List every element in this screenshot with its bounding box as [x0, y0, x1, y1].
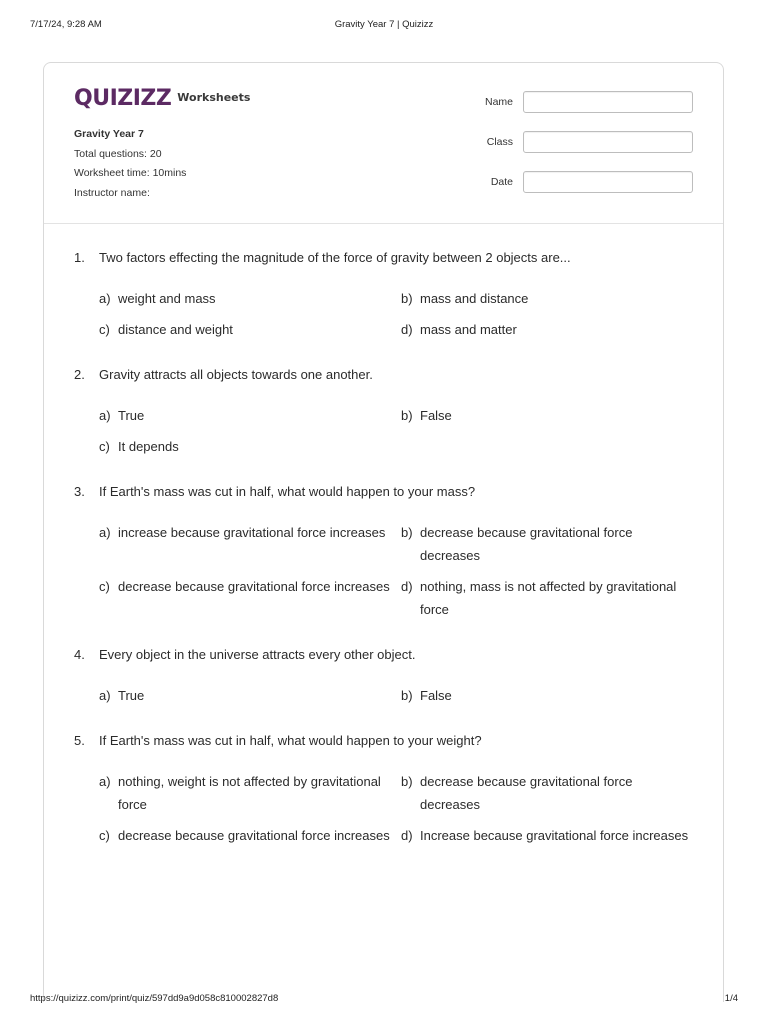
question-number: 1. [74, 250, 85, 265]
question-number: 4. [74, 647, 85, 662]
option-text: It depends [118, 439, 179, 454]
page-number: 1/4 [724, 993, 738, 1004]
class-field-row [473, 131, 693, 155]
question-list [74, 249, 693, 872]
question-2 [74, 366, 693, 458]
answer-option [99, 521, 401, 567]
option-text: True [118, 688, 145, 703]
option-letter: c) [99, 322, 110, 337]
name-field-row [473, 91, 693, 115]
answer-options [74, 770, 693, 847]
option-text: False [420, 688, 452, 703]
worksheet [43, 62, 724, 1002]
answer-option [401, 404, 693, 427]
class-label: Class [486, 136, 513, 148]
name-label: Name [484, 96, 513, 108]
answer-option [99, 287, 401, 310]
total-questions: Total questions: 20 [74, 147, 162, 160]
answer-option [99, 318, 401, 341]
option-text: mass and matter [420, 322, 517, 337]
answer-option [99, 435, 401, 458]
option-text: True [118, 408, 145, 423]
option-text: distance and weight [118, 322, 233, 337]
date-label: Date [490, 176, 513, 188]
question-1 [74, 249, 693, 341]
option-letter: a) [99, 525, 111, 540]
worksheet-title: Gravity Year 7 [74, 128, 144, 140]
option-letter: c) [99, 439, 110, 454]
instructor-name: Instructor name: [74, 186, 150, 199]
option-text: weight and mass [118, 291, 216, 306]
question-number: 3. [74, 484, 85, 499]
print-url[interactable]: https://quizizz.com/print/quiz/597dd9a9d058c810002827d8 [30, 993, 279, 1004]
answer-option [401, 824, 693, 847]
question-number: 5. [74, 733, 85, 748]
worksheet-header [44, 63, 723, 224]
worksheet-time: Worksheet time: 10mins [74, 167, 187, 179]
answer-option [99, 770, 401, 816]
print-page-title: Gravity Year 7 | Quizizz [334, 19, 434, 30]
option-letter: d) [401, 579, 413, 594]
option-text: False [420, 408, 452, 423]
option-letter: c) [99, 579, 110, 594]
answer-option [401, 575, 693, 621]
question-prompt: Every object in the universe attracts every other object. [99, 647, 416, 662]
answer-option [401, 318, 693, 341]
question-4 [74, 646, 693, 707]
print-header [30, 19, 738, 33]
option-letter: b) [401, 688, 413, 703]
logo-wordmark: QUIZIZZ [74, 85, 172, 111]
question-5 [74, 732, 693, 847]
answer-option [99, 575, 401, 621]
option-letter: d) [401, 322, 413, 337]
class-field[interactable] [523, 131, 693, 153]
option-letter: b) [401, 525, 413, 540]
answer-options [74, 404, 693, 458]
answer-option [401, 521, 693, 567]
option-letter: a) [99, 774, 111, 789]
question-prompt: If Earth's mass was cut in half, what would happen to your mass? [99, 484, 476, 499]
answer-option [99, 824, 401, 847]
option-text: nothing, mass is not affected by gravitational force [420, 579, 677, 617]
option-letter: b) [401, 408, 413, 423]
question-prompt: If Earth's mass was cut in half, what would happen to your weight? [99, 733, 482, 748]
answer-option [401, 770, 693, 816]
print-footer [30, 993, 738, 1007]
question-prompt: Gravity attracts all objects towards one another. [99, 367, 373, 382]
student-fields [473, 91, 693, 211]
option-letter: b) [401, 291, 413, 306]
question-text [74, 483, 693, 501]
name-field[interactable] [523, 91, 693, 113]
option-text: nothing, weight is not affected by gravitational force [118, 774, 381, 812]
option-letter: d) [401, 828, 413, 843]
question-text [74, 366, 693, 384]
option-text: decrease because gravitational force decreases [420, 774, 633, 812]
answer-option [99, 684, 401, 707]
option-text: mass and distance [420, 291, 529, 306]
quizizz-logo [74, 83, 250, 113]
print-datetime: 7/17/24, 9:28 AM [30, 19, 102, 30]
worksheet-meta [74, 125, 186, 203]
question-text [74, 249, 693, 267]
option-letter: b) [401, 774, 413, 789]
date-field-row [473, 171, 693, 195]
option-text: decrease because gravitational force increases [118, 828, 390, 843]
question-3 [74, 483, 693, 621]
option-letter: a) [99, 291, 111, 306]
option-text: decrease because gravitational force decreases [420, 525, 633, 563]
worksheets-label: Worksheets [177, 90, 251, 104]
option-text: Increase because gravitational force increases [420, 828, 689, 843]
option-letter: a) [99, 408, 111, 423]
question-prompt: Two factors effecting the magnitude of the force of gravity between 2 objects are... [99, 250, 571, 265]
option-text: increase because gravitational force increases [118, 525, 386, 540]
answer-option [401, 684, 693, 707]
option-letter: a) [99, 688, 111, 703]
option-text: decrease because gravitational force increases [118, 579, 390, 594]
option-letter: c) [99, 828, 110, 843]
answer-options [74, 684, 693, 707]
date-field[interactable] [523, 171, 693, 193]
answer-option [401, 287, 693, 310]
answer-option [99, 404, 401, 427]
question-number: 2. [74, 367, 85, 382]
answer-options [74, 287, 693, 341]
answer-options [74, 521, 693, 621]
question-text [74, 732, 693, 750]
question-text [74, 646, 693, 664]
